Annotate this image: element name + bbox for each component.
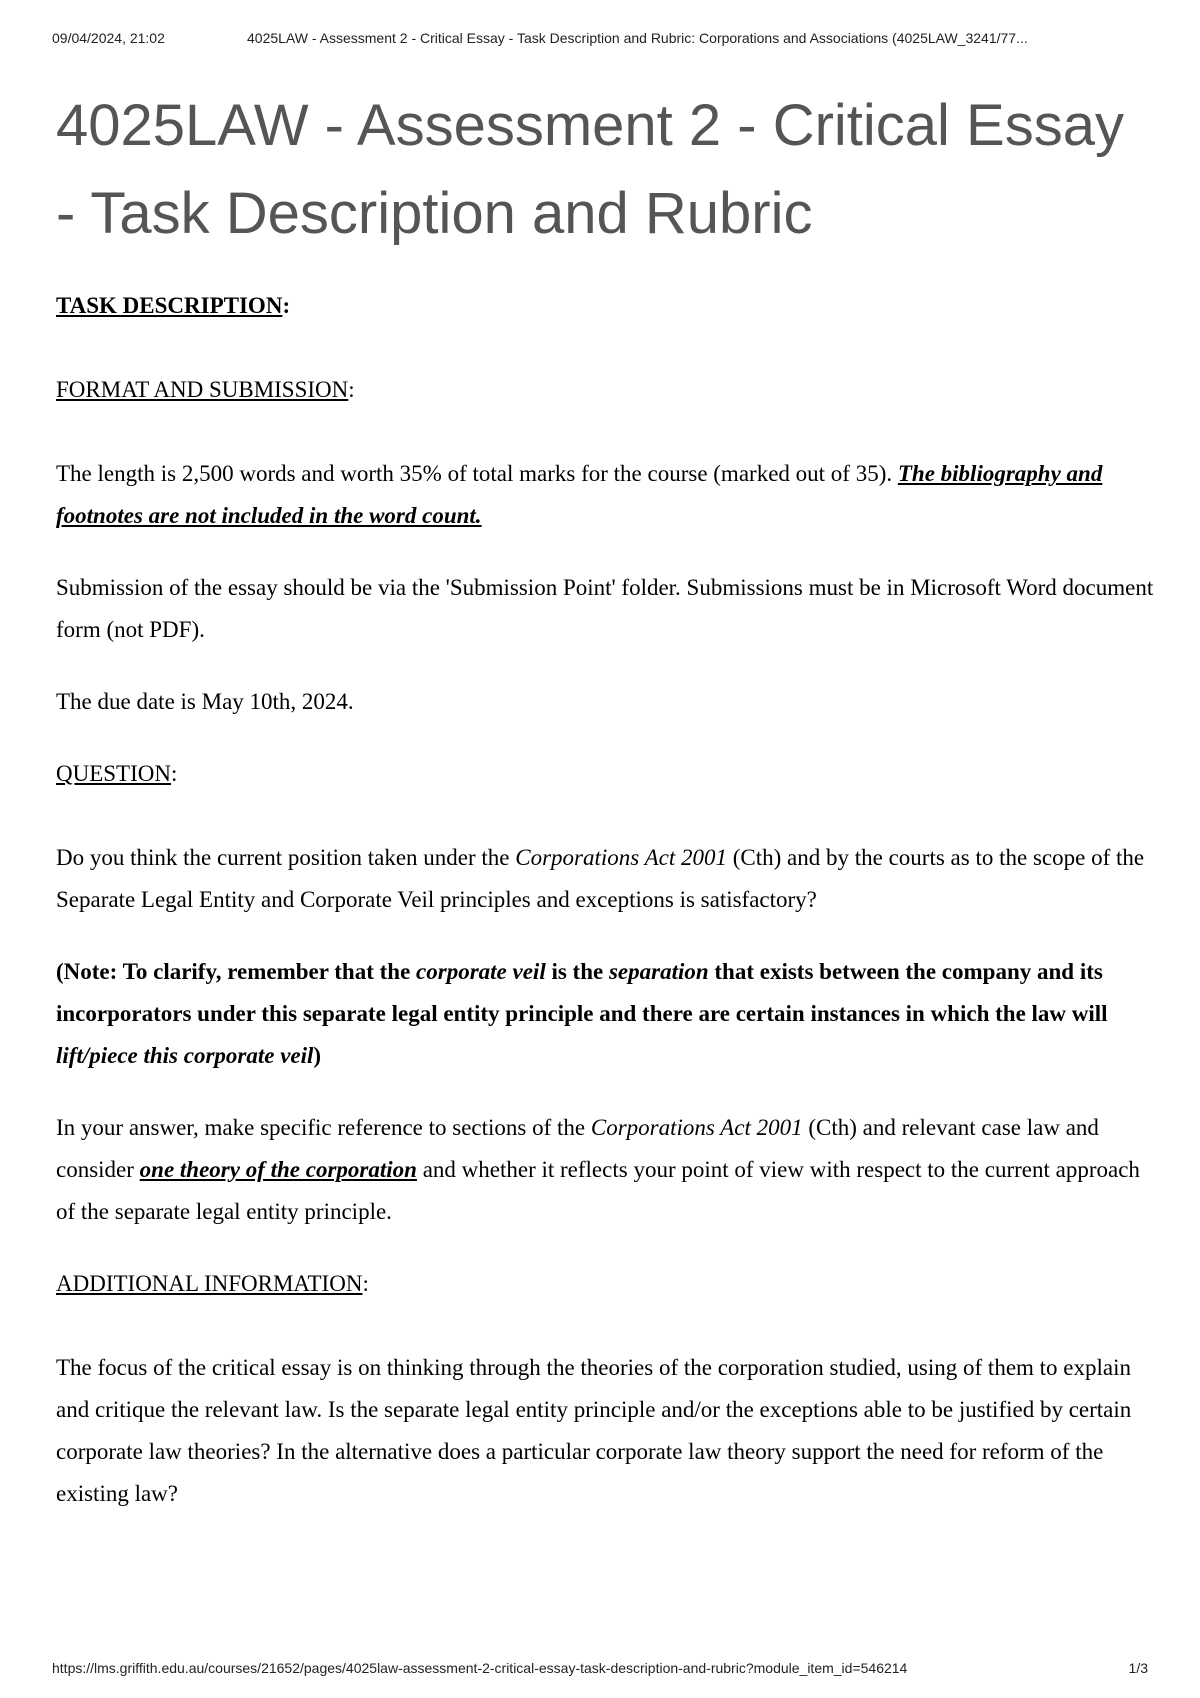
note-text-2: is the: [545, 959, 609, 984]
submission-paragraph: Submission of the essay should be via the 'Submission Point' folder. Submissions must be in Microsoft Word document form (not PDF).: [56, 575, 1154, 642]
additional-info-heading-colon: :: [362, 1271, 369, 1296]
additional-info-paragraph: The focus of the critical essay is on thinking through the theories of the corporation studied, using of them to explain and critique the relevant law. Is the separate legal entity principle and/or the exceptions able to be justified by certain corporate law theories? In the alternative does a particular corporate law theory support the need for reform of the existing law?: [56, 1355, 1132, 1506]
answer-text-3: and whether it reflects your point of view with respect to the current approach of the separate legal entity principle.: [56, 1157, 1140, 1224]
question-text-1: Do you think the current position taken under the: [56, 845, 516, 870]
print-document-title: 4025LAW - Assessment 2 - Critical Essay - Task Description and Rubric: Corporations and Associations (4025LAW_3241/77...: [247, 30, 1028, 46]
length-text: The length is 2,500 words and worth 35% of total marks for the course (marked out of 35).: [56, 461, 898, 486]
answer-paragraph: [56, 1107, 1156, 1233]
additional-info-heading: [56, 1263, 1156, 1305]
question-heading: [56, 753, 1156, 795]
task-description-colon: :: [282, 293, 291, 318]
format-heading: [56, 369, 1156, 411]
print-header: [52, 30, 1160, 46]
answer-text-1: In your answer, make specific reference to sections of the: [56, 1115, 591, 1140]
page-content: [56, 285, 1156, 1515]
length-paragraph: [56, 453, 1156, 537]
answer-theory-emphasis: one theory of the corporation: [139, 1157, 417, 1182]
question-act-name: Corporations Act 2001: [515, 845, 727, 870]
question-heading-label: QUESTION: [56, 761, 171, 786]
question-heading-colon: :: [171, 761, 178, 786]
word-count-note: The bibliography and footnotes are not included in the word count.: [56, 461, 1103, 528]
answer-text-2: (Cth) and relevant case law and consider: [56, 1115, 1099, 1182]
print-footer: [52, 1660, 1148, 1676]
note-lift-veil: lift/piece this corporate veil: [56, 1043, 314, 1068]
note-corporate-veil: corporate veil: [416, 959, 546, 984]
format-heading-label: FORMAT AND SUBMISSION: [56, 377, 349, 402]
task-description-label: TASK DESCRIPTION: [56, 293, 283, 318]
note-text-1: (Note: To clarify, remember that the: [56, 959, 417, 984]
page-title: 4025LAW - Assessment 2 - Critical Essay - Task Description and Rubric: [56, 93, 1124, 246]
due-date-paragraph: The due date is May 10th, 2024.: [56, 689, 354, 714]
page-number: 1/3: [1128, 1660, 1148, 1676]
question-paragraph: [56, 837, 1156, 921]
print-datetime: 09/04/2024, 21:02: [52, 30, 165, 46]
task-description-heading: [56, 285, 1156, 327]
note-separation: separation: [608, 959, 709, 984]
answer-act-name: Corporations Act 2001: [590, 1115, 803, 1140]
note-paragraph: [56, 951, 1156, 1077]
note-text-end: ): [313, 1043, 322, 1068]
format-heading-colon: :: [348, 377, 355, 402]
page-url: https://lms.griffith.edu.au/courses/21652/pages/4025law-assessment-2-critical-essay-task-description-and-rubric?module_item_id=546214: [52, 1660, 908, 1676]
note-text-3: that exists between the company and its incorporators under this separate legal entity principle and there are certain instances in which the law will: [56, 959, 1108, 1026]
question-text-2: (Cth) and by the courts as to the scope of the Separate Legal Entity and Corporate Veil principles and exceptions is satisfactory?: [56, 845, 1145, 912]
additional-info-heading-label: ADDITIONAL INFORMATION: [56, 1271, 363, 1296]
